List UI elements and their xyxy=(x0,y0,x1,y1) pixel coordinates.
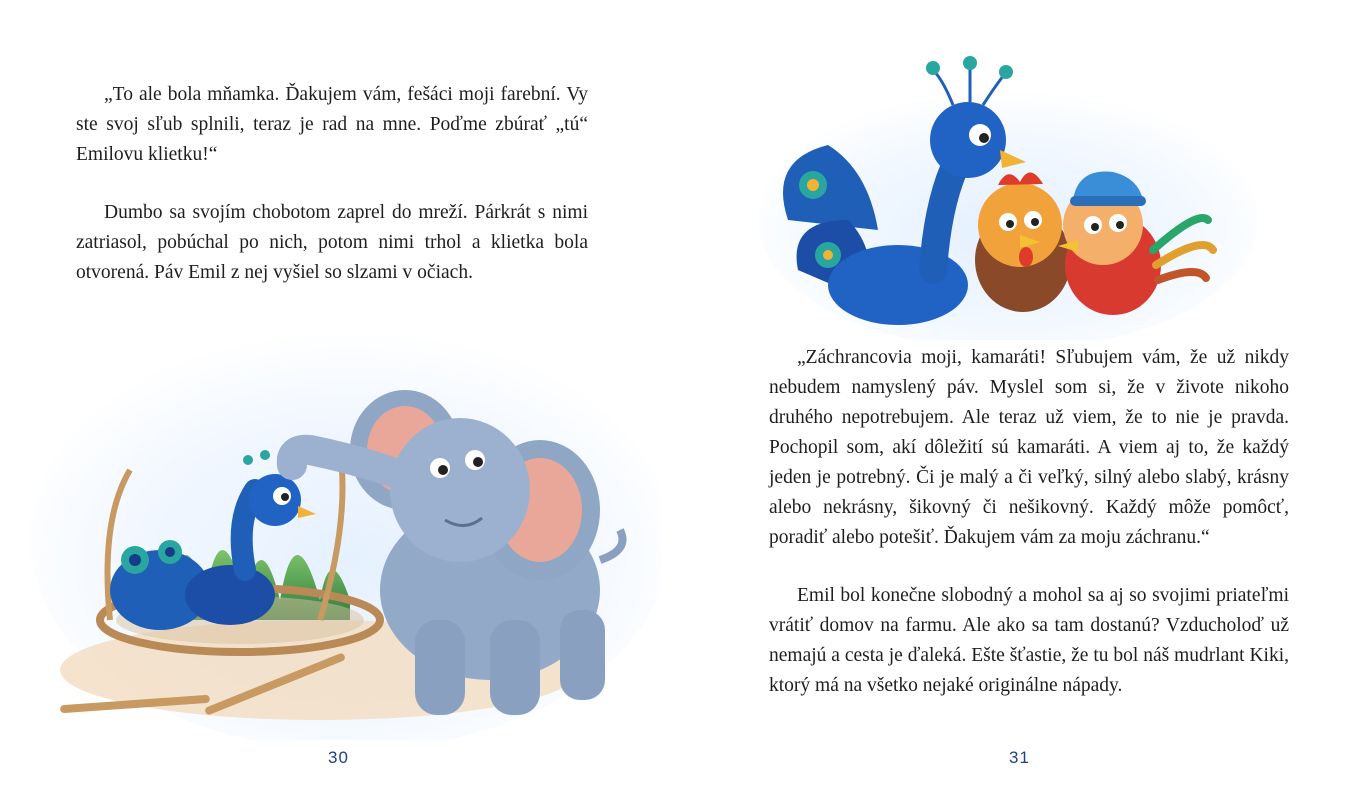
peacock-and-roosters-illustration xyxy=(758,50,1258,340)
paragraph: Dumbo sa svojím chobotom zaprel do mreží. Párkrát s nimi zatriasol, pobúchal po nich, potom nimi trhol a klietka bola otvorená. Páv Emil z nej vyšiel so slzami v očiach. xyxy=(76,202,588,283)
right-page-text xyxy=(769,343,1289,729)
paragraph: „To ale bola mňamka. Ďakujem vám, fešáci moji farební. Vy ste svoj sľub splnili, teraz je rad na mne. Poďme zbúrať „tú“ Emilovu klietku!“ xyxy=(76,84,588,165)
paragraph: „Záchrancovia moji, kamaráti! Sľubujem vám, že už nikdy nebudem namyslený páv. Myslel som si, že v živote nikoho druhého nepotrebujem. Ale teraz už viem, že to nie je pravda. Pochopil som, akí dôležití sú kamaráti. A viem aj to, že každý jeden je potrebný. Či je malý a či veľký, silný alebo slabý, krásny alebo nekrásny, šikovný či nešikovný. Každý môže pomôcť, poradiť alebo potešiť. Ďakujem vám za moju záchranu.“ xyxy=(769,347,1289,548)
page-number: 30 xyxy=(328,748,349,767)
right-page xyxy=(678,0,1356,800)
left-page-text xyxy=(76,80,588,316)
paragraph: Emil bol konečne slobodný a mohol sa aj so svojimi priateľmi vrátiť domov na farmu. Ale ako sa tam dostanú? Vzducholoď už nemajú a cesta je ďaleká. Ešte šťastie, že tu bol náš mudrlant Kiki, ktorý má na všetko nejaké originálne nápady. xyxy=(769,585,1289,696)
elephant-peacock-cage-illustration xyxy=(20,320,660,740)
page-number: 31 xyxy=(1009,748,1030,767)
